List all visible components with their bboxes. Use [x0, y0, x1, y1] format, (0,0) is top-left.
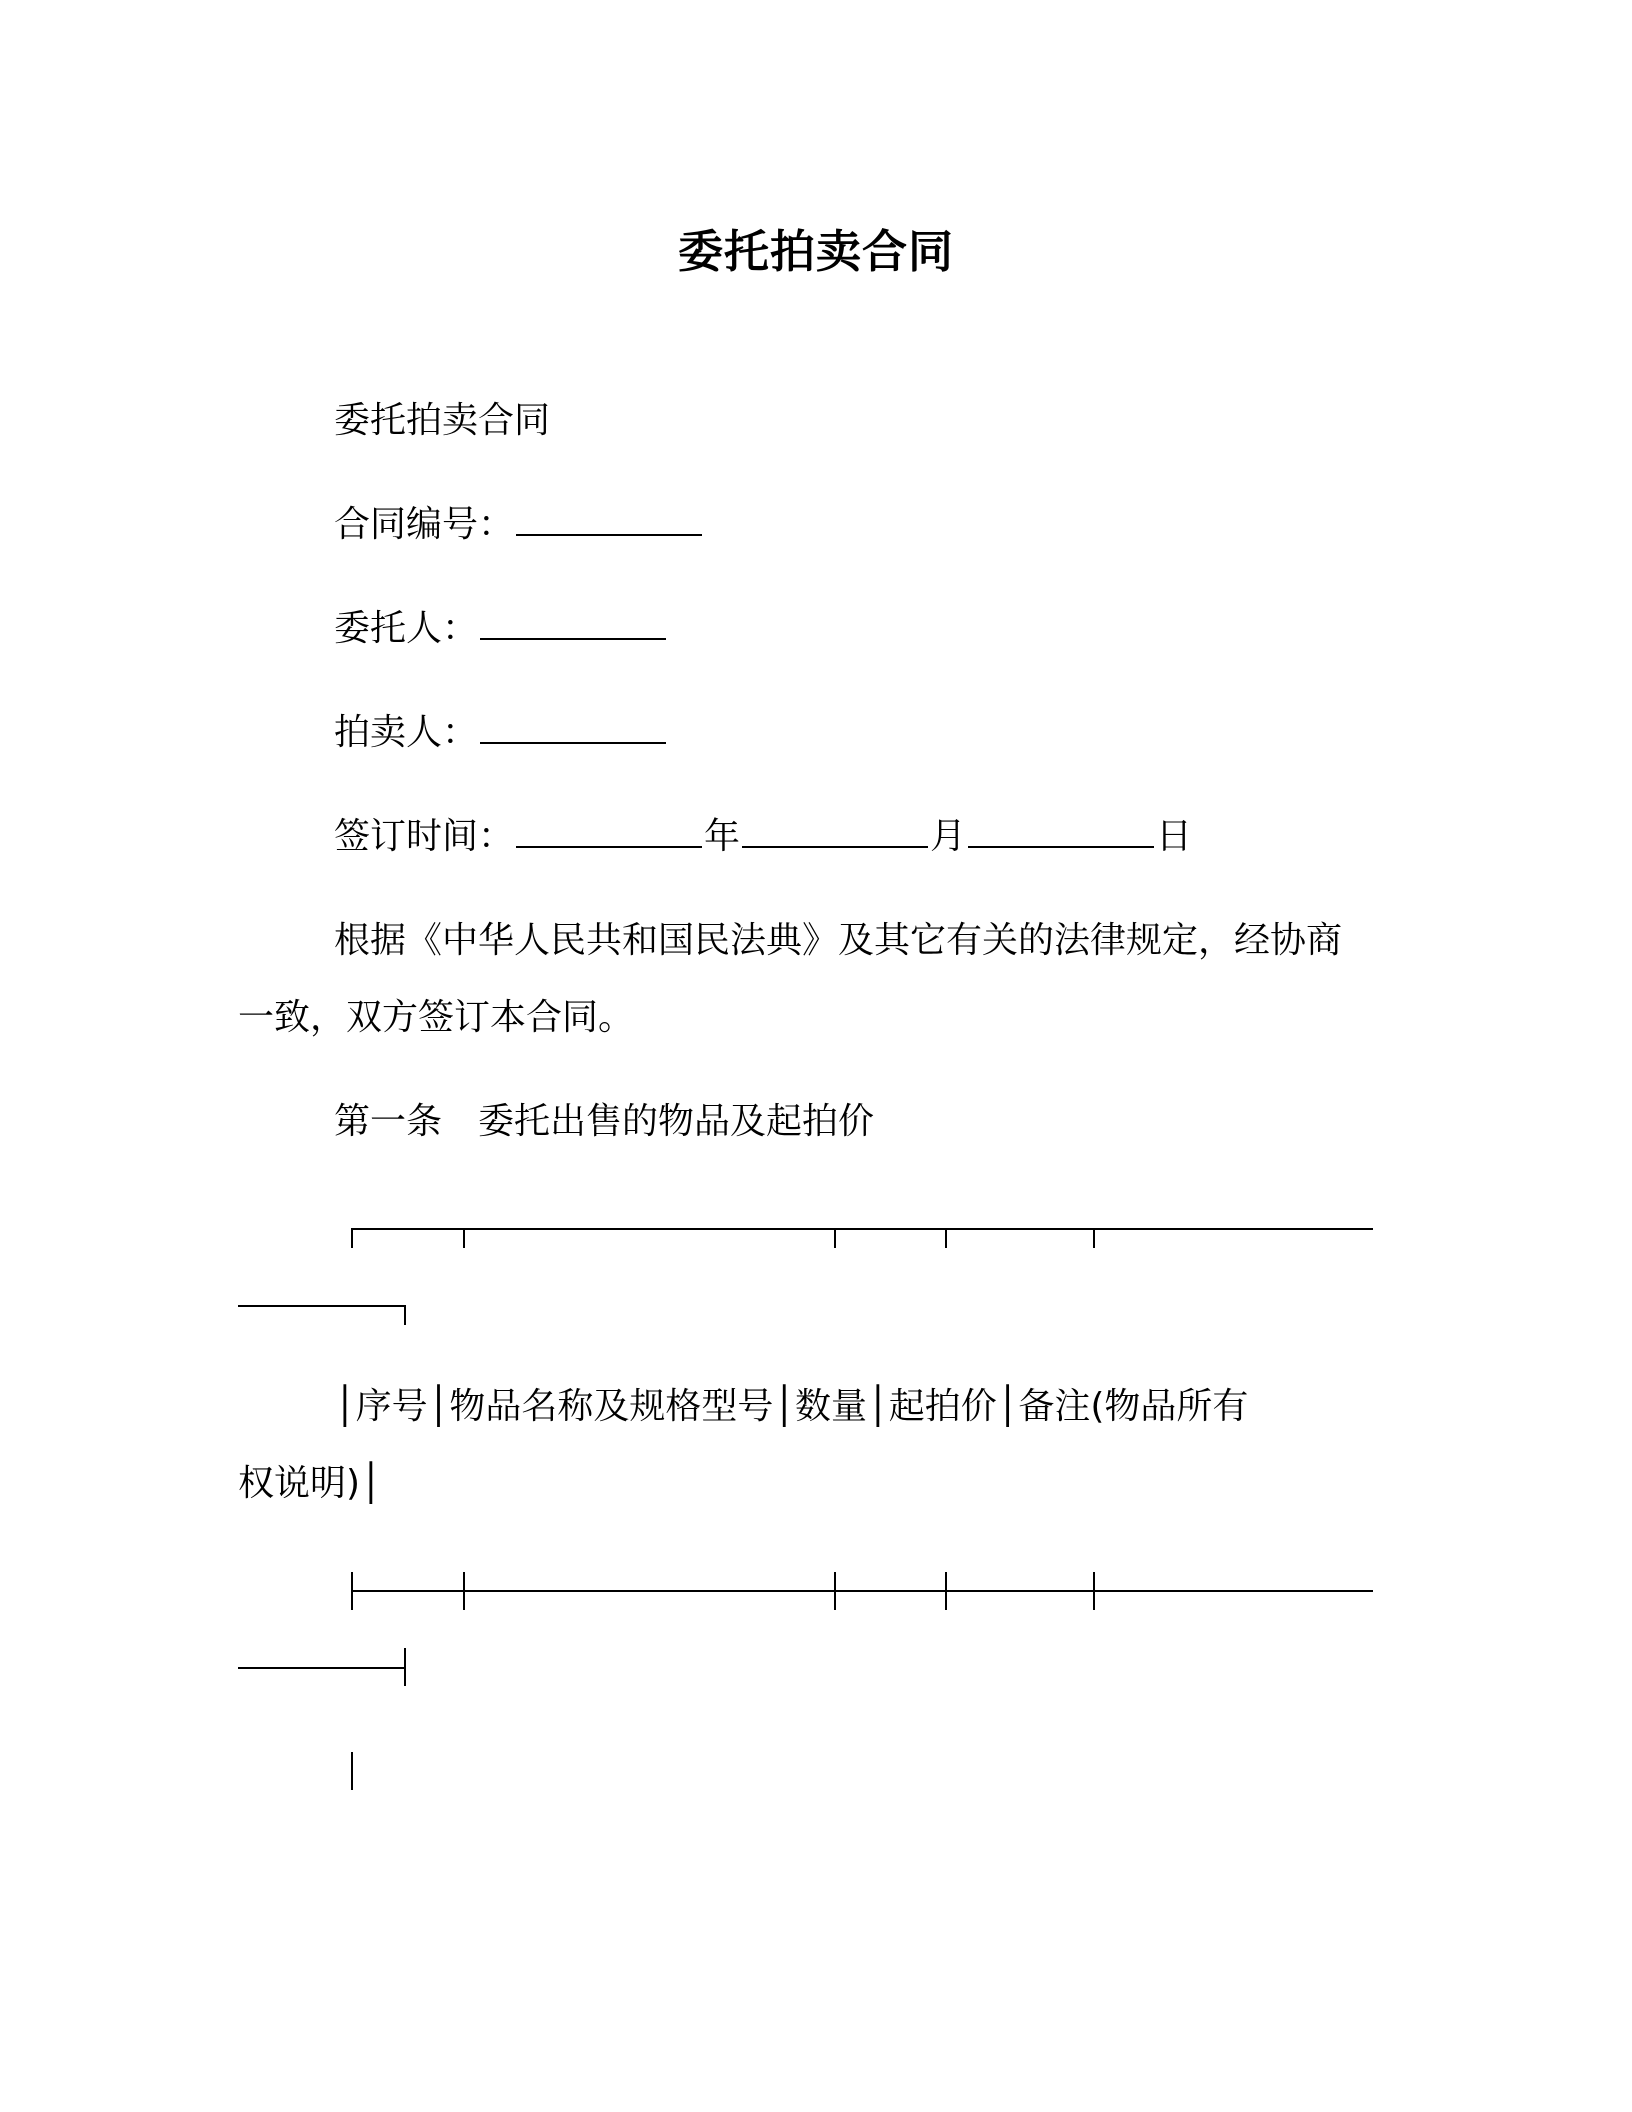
signing-year-blank — [516, 816, 702, 848]
principal-blank — [480, 608, 666, 640]
document-title: 委托拍卖合同 — [677, 225, 954, 278]
auctioneer-blank — [480, 712, 666, 744]
signing-month-label: 月 — [930, 816, 967, 857]
contract-number-row — [334, 500, 704, 550]
contract-number-label: 合同编号： — [334, 504, 515, 545]
principal-label: 委托人： — [334, 608, 479, 649]
principal-row — [334, 604, 668, 654]
preamble-line-2: 一致，双方签订本合同。 — [238, 997, 635, 1038]
article-1-heading: 第一条 委托出售的物品及起拍价 — [334, 1101, 875, 1142]
signing-day-label: 日 — [1156, 816, 1193, 857]
auctioneer-row — [334, 708, 668, 758]
signing-year-label: 年 — [704, 816, 741, 857]
signing-date-row — [334, 812, 1192, 862]
signing-month-blank — [742, 816, 928, 848]
preamble-line-1: 根据《中华人民共和国民法典》及其它有关的法律规定，经协商 — [334, 920, 1343, 961]
table-row-start-border — [351, 1752, 353, 1790]
signing-date-label: 签订时间： — [334, 816, 515, 857]
table-header-line-1: │序号│物品名称及规格型号│数量│起拍价│备注(物品所有 — [334, 1386, 1249, 1427]
table-header-line-2: 权说明)│ — [238, 1463, 382, 1504]
auctioneer-label: 拍卖人： — [334, 712, 479, 753]
contract-subtitle: 委托拍卖合同 — [334, 400, 551, 441]
contract-number-blank — [516, 504, 702, 536]
signing-day-blank — [968, 816, 1154, 848]
